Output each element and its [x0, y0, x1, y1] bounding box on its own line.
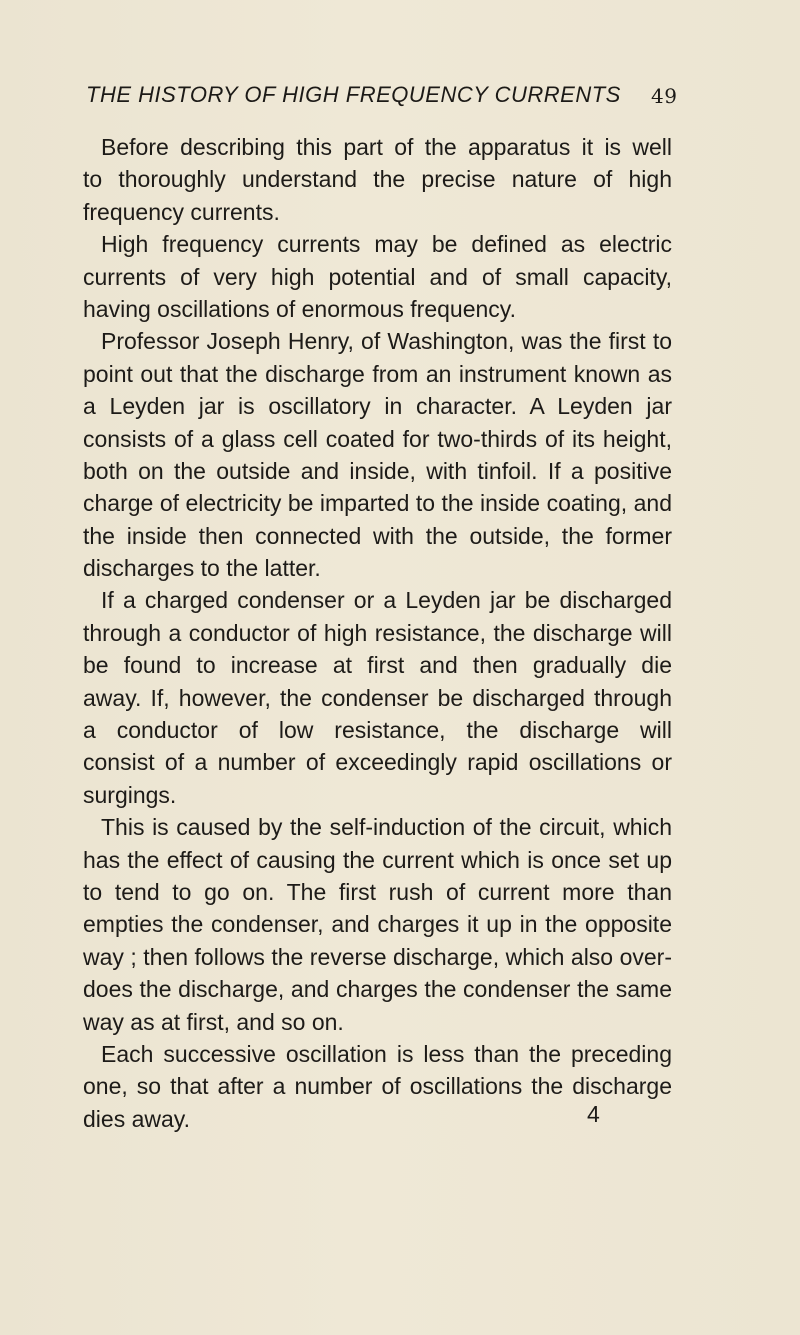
text-line: be found to increase at first and then gradually die [83, 652, 672, 679]
text-line: away. If, however, the condenser be discharged through [83, 684, 672, 711]
text-line: a conductor of low resistance, the discharge will [83, 717, 672, 744]
page-number: 49 [651, 84, 678, 108]
text-line: This is caused by the self-induction of the circuit, which [101, 814, 672, 841]
text-line: through a conductor of high resistance, the discharge will [83, 619, 672, 646]
text-line: point out that the discharge from an instrument known as [83, 360, 672, 387]
text-line: If a charged condenser or a Leyden jar be discharged [101, 587, 672, 614]
text-line: consists of a glass cell coated for two-thirds of its height, [83, 425, 672, 452]
text-line: discharges to the latter. [83, 555, 321, 582]
text-line: consist of a number of exceedingly rapid oscillations or [83, 749, 672, 776]
text-line: a Leyden jar is oscillatory in character. A Leyden jar [83, 393, 672, 420]
text-line: High frequency currents may be defined as electric [101, 231, 672, 258]
text-line: Before describing this part of the apparatus it is well [101, 134, 672, 160]
text-line: frequency currents. [83, 198, 280, 225]
text-line: the inside then connected with the outside, the former [83, 522, 672, 549]
text-line: charge of electricity be imparted to the inside coating, and [83, 490, 672, 517]
text-line: having oscillations of enormous frequency. [83, 295, 516, 322]
running-head [86, 82, 688, 108]
text-line: has the effect of causing the current which is once set up [83, 846, 672, 873]
text-line: both on the outside and inside, with tinfoil. If a positive [83, 457, 672, 484]
text-line: one, so that after a number of oscillations the discharge [83, 1073, 672, 1100]
text-line: way as at first, and so on. [83, 1008, 344, 1035]
text-line: Each successive oscillation is less than the preceding [101, 1040, 672, 1067]
text-line: dies away. [83, 1105, 190, 1132]
text-line: to tend to go on. The first rush of current more than [83, 878, 672, 905]
running-title: THE HISTORY OF HIGH FREQUENCY CURRENTS [86, 82, 621, 107]
body-text [83, 131, 672, 1135]
signature-mark: 4 [587, 1101, 600, 1127]
text-line: does the discharge, and charges the condenser the same [83, 976, 672, 1003]
text-line: empties the condenser, and charges it up in the opposite [83, 911, 672, 938]
text-line: Professor Joseph Henry, of Washington, was the first to [101, 328, 672, 355]
text-line: currents of very high potential and of small capacity, [83, 263, 672, 290]
text-line: to thoroughly understand the precise nature of high [83, 166, 672, 193]
text-line: way ; then follows the reverse discharge, which also over- [83, 943, 672, 970]
text-line: surgings. [83, 781, 177, 808]
